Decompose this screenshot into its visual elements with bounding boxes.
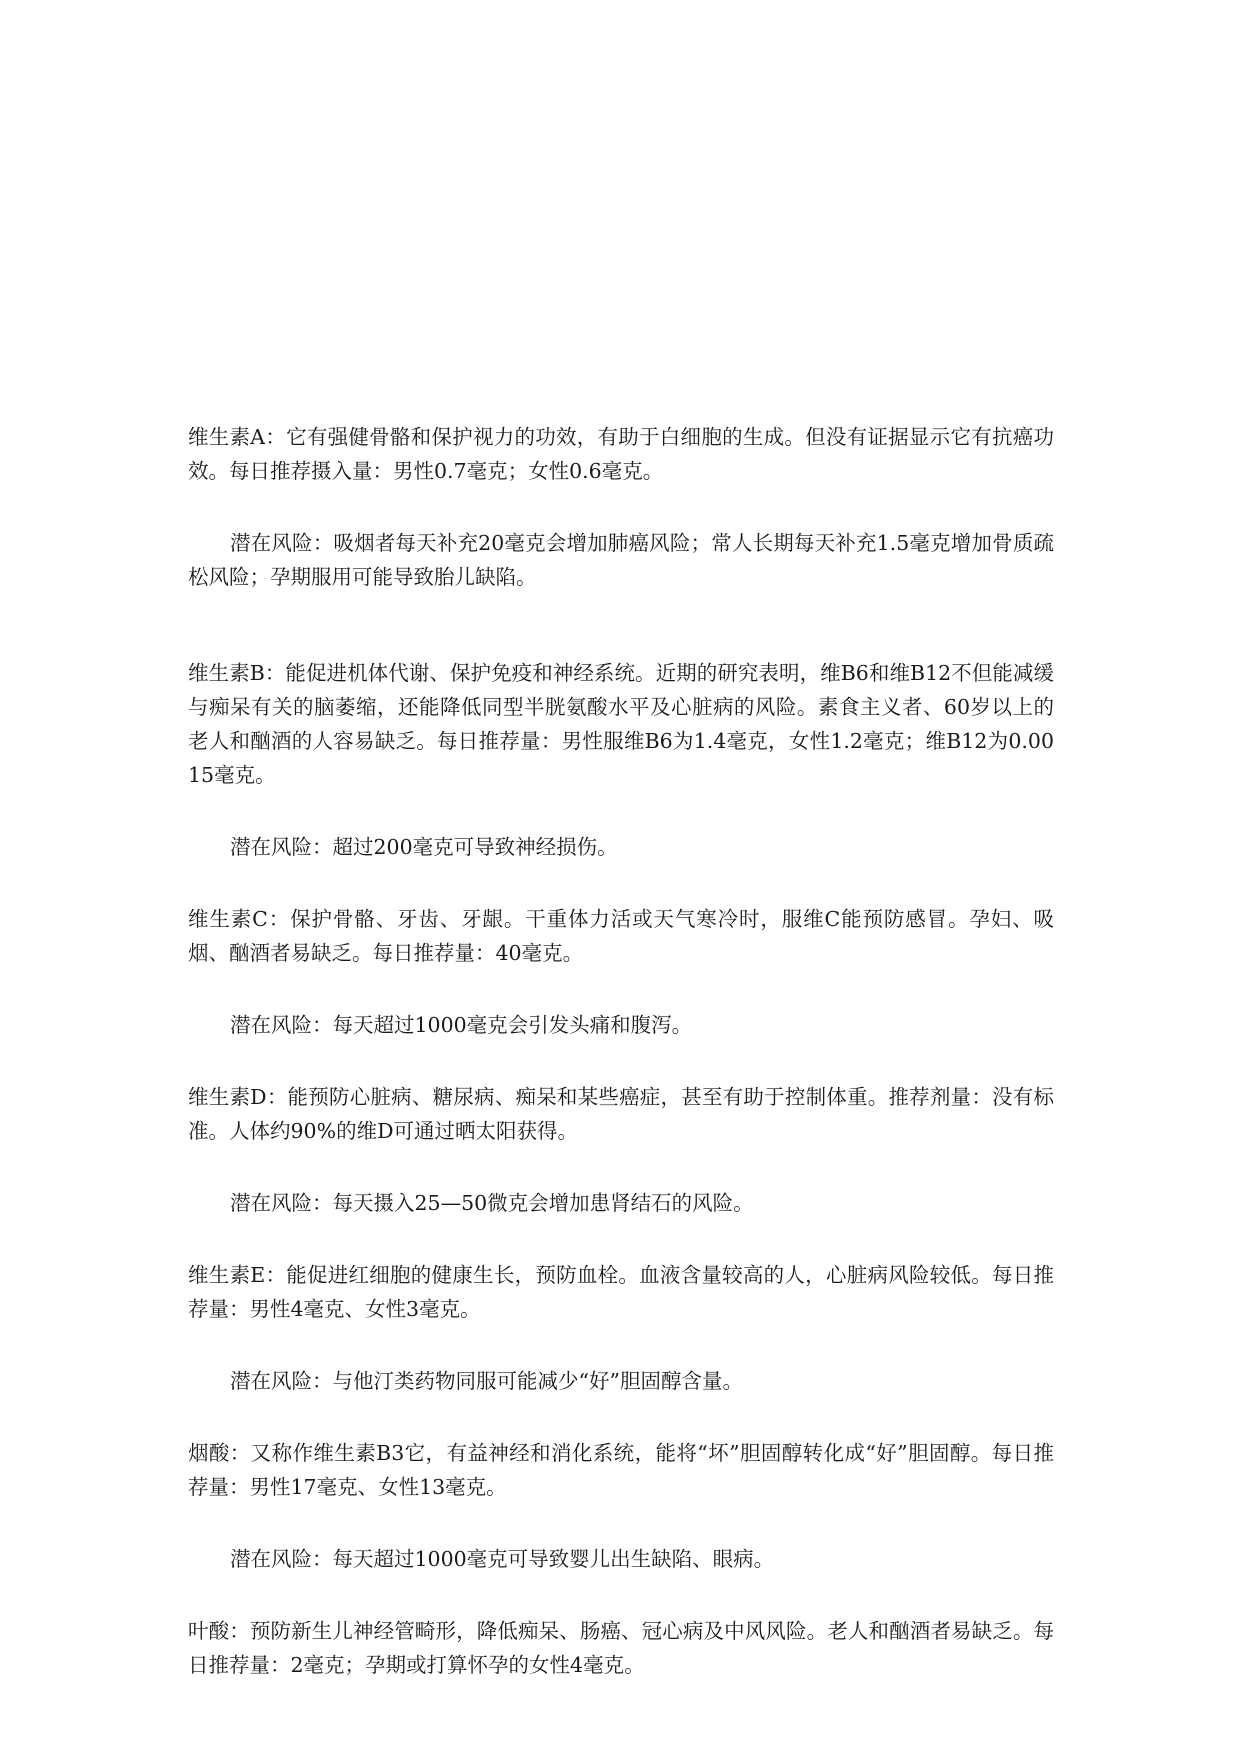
folic-acid-paragraph: 叶酸：预防新生儿神经管畸形，降低痴呆、肠癌、冠心病及中风风险。老人和酗酒者易缺乏。每日推荐量：2毫克；孕期或打算怀孕的女性4毫克。	[188, 1619, 1054, 1677]
vitamin-c-paragraph: 维生素C：保护骨骼、牙齿、牙龈。干重体力活或天气寒冷时，服维C能预防感冒。孕妇、吸烟、酗酒者易缺乏。每日推荐量：40毫克。	[188, 907, 1054, 965]
vitamin-b-risk-paragraph: 潜在风险：超过200毫克可导致神经损伤。	[230, 835, 618, 859]
document-body	[188, 420, 1054, 1682]
vitamin-d-paragraph: 维生素D：能预防心脏病、糖尿病、痴呆和某些癌症，甚至有助于控制体重。推荐剂量：没有标准。人体约90%的维D可通过晒太阳获得。	[188, 1085, 1054, 1143]
niacin-paragraph: 烟酸：又称作维生素B3它，有益神经和消化系统，能将“坏”胆固醇转化成“好”胆固醇。每日推荐量：男性17毫克、女性13毫克。	[188, 1441, 1054, 1499]
vitamin-a-risk-paragraph: 潜在风险：吸烟者每天补充20毫克会增加肺癌风险；常人长期每天补充1.5毫克增加骨质疏松风险；孕期服用可能导致胎儿缺陷。	[188, 531, 1054, 589]
vitamin-e-paragraph: 维生素E：能促进红细胞的健康生长，预防血栓。血液含量较高的人，心脏病风险较低。每日推荐量：男性4毫克、女性3毫克。	[188, 1263, 1054, 1321]
vitamin-e-risk-paragraph: 潜在风险：与他汀类药物同服可能减少“好”胆固醇含量。	[230, 1369, 743, 1393]
vitamin-b-paragraph: 维生素B：能促进机体代谢、保护免疫和神经系统。近期的研究表明，维B6和维B12不但能减缓与痴呆有关的脑萎缩，还能降低同型半胱氨酸水平及心脏病的风险。素食主义者、60岁以上的老人和酗酒的人容易缺乏。每日推荐量：男性服维B6为1.4毫克，女性1.2毫克；维B12为0.0015毫克。	[188, 661, 1054, 787]
vitamin-a-paragraph: 维生素A：它有强健骨骼和保护视力的功效，有助于白细胞的生成。但没有证据显示它有抗癌功效。每日推荐摄入量：男性0.7毫克；女性0.6毫克。	[188, 425, 1054, 483]
niacin-risk-paragraph: 潜在风险：每天超过1000毫克可导致婴儿出生缺陷、眼病。	[230, 1547, 775, 1571]
vitamin-c-risk-paragraph: 潜在风险：每天超过1000毫克会引发头痛和腹泻。	[230, 1013, 693, 1037]
vitamin-d-risk-paragraph: 潜在风险：每天摄入25—50微克会增加患肾结石的风险。	[230, 1191, 754, 1215]
